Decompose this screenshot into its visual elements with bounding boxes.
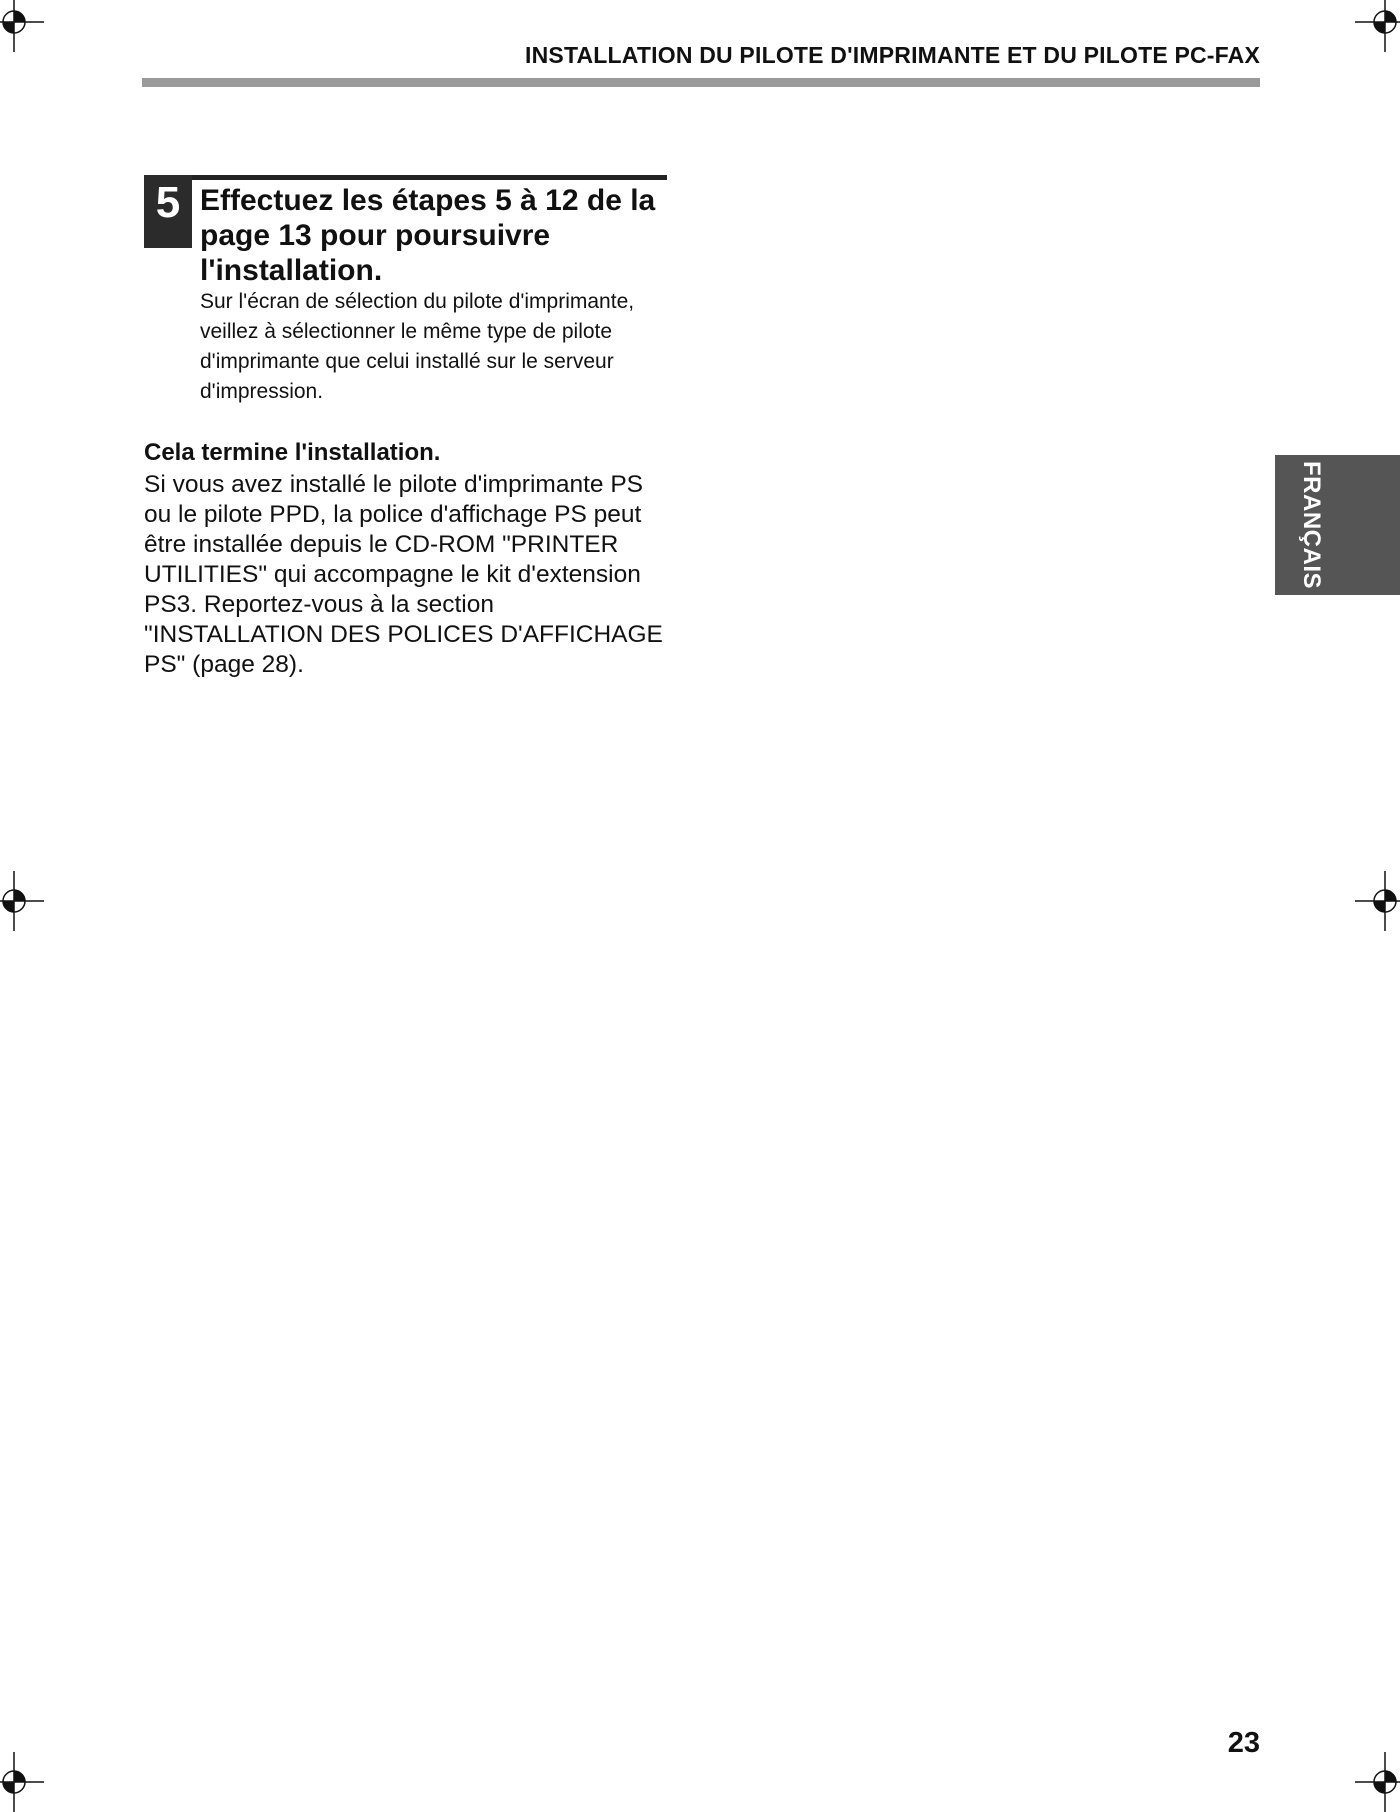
step-heading: Effectuez les étapes 5 à 12 de la page 13 pour poursuivre l'installation. (200, 184, 656, 287)
language-side-tab (1275, 455, 1400, 595)
running-header-title: INSTALLATION DU PILOTE D'IMPRIMANTE ET DU PILOTE PC-FAX (525, 42, 1260, 68)
step-top-rule (192, 175, 667, 180)
page-number: 23 (1227, 1727, 1260, 1759)
completion-title: Cela termine l'installation. (144, 439, 441, 466)
step-number-badge: 5 (144, 175, 192, 248)
registration-mark-icon (0, 871, 44, 931)
step-description: Sur l'écran de sélection du pilote d'imprimante, veillez à sélectionner le même type de pilote d'imprimante que celui installé sur le serveur d'impression. (200, 290, 635, 403)
completion-body: Si vous avez installé le pilote d'imprimante PS ou le pilote PPD, la police d'affichage PS peut être installée depuis le CD-ROM "PRINTER UTILITIES" qui accompagne le kit d'extension PS3. Reportez-vous à la section "INSTALLATION DES POLICES D'AFFICHAGE PS" (page 28). (144, 471, 663, 678)
registration-mark-icon (0, 0, 44, 52)
language-tab-label: FRANÇAIS (1298, 461, 1325, 589)
registration-mark-icon (1355, 1752, 1400, 1812)
registration-mark-icon (1355, 871, 1400, 931)
header-rule (142, 78, 1260, 87)
registration-mark-icon (0, 1752, 44, 1812)
registration-mark-icon (1355, 0, 1400, 52)
